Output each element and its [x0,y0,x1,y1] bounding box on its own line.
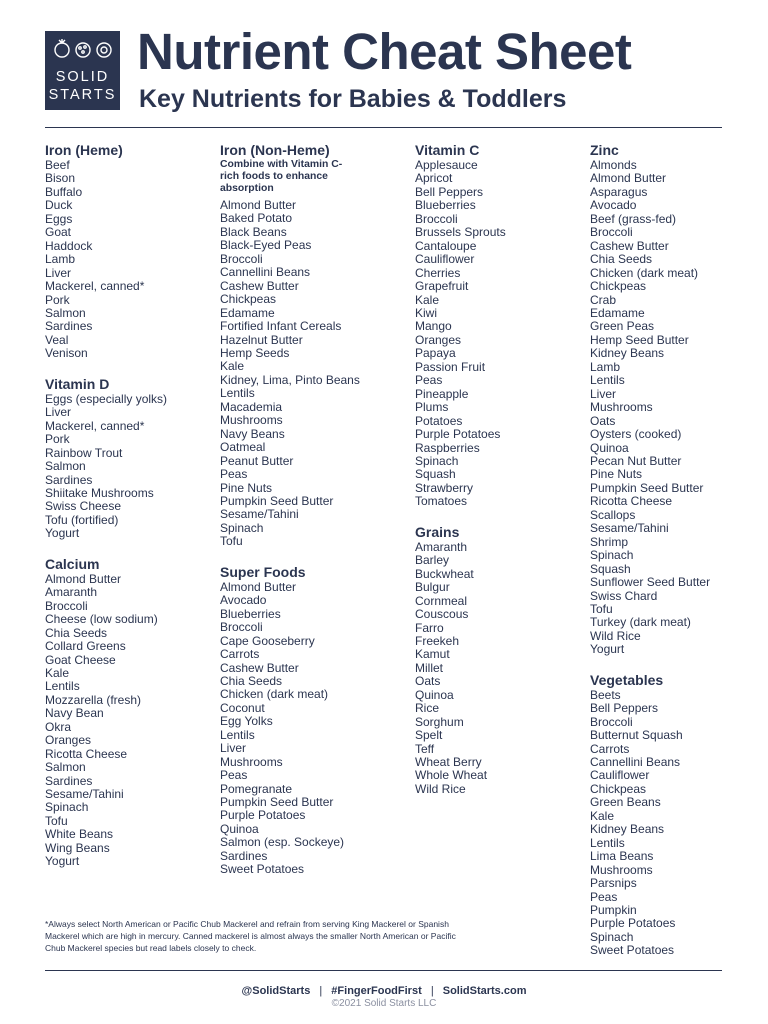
food-item: Bell Peppers [590,701,659,716]
food-item: Sesame/Tahini [590,521,669,536]
section-calcium [45,555,167,869]
food-item: Pumpkin Seed Butter [590,480,704,495]
food-item: Oats [590,413,616,428]
food-item: Tofu [45,813,68,828]
food-item: Wild Rice [415,781,466,796]
food-item: Yogurt [45,526,80,541]
food-item: Kidney Beans [590,346,665,361]
food-item: Grapefruit [415,279,469,294]
food-item: Collard Greens [45,639,126,654]
food-item: Wheat Berry [415,755,482,770]
food-item: Yogurt [590,642,625,657]
food-item: Couscous [415,607,469,622]
food-item: Kidney, Lima, Pinto Beans [220,372,360,387]
food-item: Salmon [45,459,86,474]
food-item: Passion Fruit [415,359,486,374]
food-item: Lentils [220,386,255,401]
food-item: Pumpkin Seed Butter [220,795,334,810]
food-item: Buffalo [45,184,83,199]
food-item: Haddock [45,238,93,253]
food-item: Oranges [45,733,92,748]
food-item: Liver [45,265,72,280]
food-item: Broccoli [220,251,263,266]
food-item: Mushrooms [590,400,653,415]
section-vitamin-d [45,375,167,541]
food-item: Applesauce [415,158,478,172]
footer-separator: | [430,985,434,997]
food-item: Sardines [45,319,93,334]
section-iron-non-heme [220,141,360,549]
food-item: Salmon (esp. Sockeye) [220,835,345,850]
section-grains [415,523,506,797]
food-item: Sardines [45,773,93,788]
food-item: Papaya [415,346,456,361]
food-item: Ricotta Cheese [45,746,128,761]
food-item: Cheese (low sodium) [45,612,158,627]
food-item: Cashew Butter [590,238,669,253]
food-item: Chia Seeds [220,673,283,688]
section-title: Iron (Heme) [45,142,123,158]
footer-separator: | [319,985,323,997]
section-title: Super Foods [220,563,306,580]
food-item: Cashew Butter [220,660,299,675]
food-item: Hazelnut Butter [220,332,303,347]
food-item: Avocado [220,593,267,608]
food-item: Amaranth [45,585,98,600]
food-item: Swiss Cheese [45,499,122,514]
food-item: Black-Eyed Peas [220,238,312,253]
food-item: Lentils [590,835,625,850]
food-item: Edamame [220,305,275,320]
food-item: Barley [415,553,450,568]
food-item: Purple Potatoes [415,427,501,442]
food-item: Broccoli [590,714,633,729]
food-item: Swiss Chard [590,588,658,603]
food-item: Mushrooms [220,413,283,428]
food-item: Ricotta Cheese [590,494,673,509]
food-item: Mozzarella (fresh) [45,692,142,707]
food-item: Kale [590,808,615,823]
food-item: Veal [45,332,69,347]
food-item: Beets [590,687,621,702]
food-item: Pecan Nut Butter [590,453,682,468]
food-list [415,159,506,509]
food-list [590,159,710,657]
food-item: White Beans [45,827,114,842]
food-item: Egg Yolks [220,714,273,729]
food-item: Liver [220,741,247,756]
food-icons [53,37,113,59]
food-item: Hemp Seeds [220,345,290,360]
food-item: Broccoli [220,620,263,635]
food-item: Mushrooms [590,862,653,877]
food-item: Plums [415,400,449,415]
food-item: Rice [415,701,440,716]
food-item: Wild Rice [590,628,641,643]
section-vitamin-c [415,141,506,509]
logo-text-line2: STARTS [48,87,117,103]
food-list [45,159,167,361]
food-item: Mushrooms [220,754,283,769]
food-item: Millet [415,660,444,675]
section-note: Combine with Vitamin C-rich foods to enhance absorption [220,159,343,194]
food-item: Shiitake Mushrooms [45,485,154,500]
food-item: Bell Peppers [415,184,484,199]
food-item: Oatmeal [220,440,266,455]
column-3 [415,141,506,810]
food-item: Edamame [590,305,645,320]
food-item: Oysters (cooked) [590,427,682,442]
section-title: Calcium [45,555,100,572]
food-item: Lentils [45,679,80,694]
food-item: Crab [590,292,617,307]
food-item: Apricot [415,171,453,186]
food-item: Sardines [45,472,93,487]
food-item: Okra [45,719,72,734]
food-item: Chicken (dark meat) [220,687,329,702]
food-item: Squash [415,467,456,482]
food-item: Green Peas [590,319,655,334]
food-item: Shrimp [590,534,629,549]
bottom-divider [45,970,722,971]
food-item: Pomegranate [220,781,293,796]
food-item: Kiwi [415,305,438,320]
food-item: Navy Beans [220,426,285,441]
food-item: Lentils [590,373,625,388]
section-title: Vitamin D [45,375,110,392]
food-item: Cannellini Beans [220,265,311,280]
food-item: Sesame/Tahini [220,507,299,522]
food-item: Spelt [415,728,443,743]
food-item: Peas [220,467,248,482]
food-item: Tofu [590,601,613,616]
food-item: Hemp Seed Butter [590,332,689,347]
food-item: Pork [45,292,70,307]
food-item: Chia Seeds [45,625,108,640]
food-item: Asparagus [590,184,648,199]
food-item: Wing Beans [45,840,110,855]
food-list [415,541,506,797]
food-item: Purple Potatoes [590,916,676,931]
section-iron-heme [45,141,167,361]
food-item: Almond Butter [220,198,297,212]
food-item: Lentils [220,727,255,742]
food-item: Venison [45,346,88,361]
top-divider [45,127,722,128]
food-item: Rainbow Trout [45,445,123,460]
food-list [45,573,167,869]
section-title: Vitamin C [415,142,480,158]
food-item: Spinach [590,548,634,563]
food-item: Kale [415,292,440,307]
food-item: Cornmeal [415,593,468,608]
food-item: Pine Nuts [220,480,273,495]
food-item: Goat Cheese [45,652,116,667]
food-item: Kale [45,665,70,680]
footer-link-hashtag[interactable]: #FingerFoodFirst [331,985,422,997]
food-item: Chickpeas [590,781,647,796]
food-item: Purple Potatoes [220,808,306,823]
food-item: Blueberries [415,198,476,213]
food-item: Duck [45,198,73,213]
food-item: Quinoa [590,440,629,455]
food-item: Almond Butter [590,171,667,186]
food-item: Cantaloupe [415,238,477,253]
footer-link-website[interactable]: SolidStarts.com [442,985,527,997]
section-vegetables [590,671,710,958]
food-item: Cauliflower [590,768,650,783]
food-item: Lamb [590,359,621,374]
food-item: Beef [45,158,70,172]
food-item: Goat [45,225,72,240]
food-item: Chickpeas [220,292,277,307]
food-item: Eggs (especially yolks) [45,391,168,406]
food-item: Sunflower Seed Butter [590,575,711,590]
solid-starts-logo [45,31,120,110]
food-item: Liver [590,386,617,401]
food-item: Buckwheat [415,566,474,581]
food-item: Lima Beans [590,849,654,864]
footer-link-instagram[interactable]: @SolidStarts [241,985,311,997]
food-item: Pork [45,432,70,447]
food-item: Salmon [45,760,86,775]
food-item: Freekeh [415,633,460,648]
food-item: Cherries [415,265,461,280]
food-item: Kamut [415,647,450,662]
food-item: Pineapple [415,386,469,401]
food-item: Coconut [220,700,265,715]
food-item: Broccoli [415,211,458,226]
food-item: Strawberry [415,480,474,495]
food-item: Amaranth [415,539,468,554]
food-item: Sweet Potatoes [590,943,675,958]
food-item: Chicken (dark meat) [590,265,699,280]
food-item: Tofu [220,534,243,549]
column-4 [590,141,710,972]
food-item: Sardines [220,848,268,863]
food-item: Lamb [45,252,76,267]
food-item: Mango [415,319,452,334]
food-item: Blueberries [220,606,281,621]
food-item: Navy Bean [45,706,104,721]
section-title: Zinc [590,142,619,158]
page-subtitle: Key Nutrients for Babies & Toddlers [139,85,567,113]
food-item: Baked Potato [220,211,293,226]
copyright: ©2021 Solid Starts LLC [331,998,437,1009]
food-item: Pumpkin Seed Butter [220,493,334,508]
food-item: Beef (grass-fed) [590,211,677,226]
food-item: Whole Wheat [415,768,488,783]
food-item: Quinoa [220,821,259,836]
food-item: Cashew Butter [220,278,299,293]
food-item: Chickpeas [590,279,647,294]
food-list [590,689,710,958]
food-item: Sesame/Tahini [45,787,124,802]
food-item: Tofu (fortified) [45,512,119,527]
section-super-foods [220,563,360,877]
food-item: Tomatoes [415,494,468,509]
food-item: Chia Seeds [590,252,653,267]
food-item: Squash [590,561,631,576]
food-item: Yogurt [45,854,80,869]
food-item: Peanut Butter [220,453,294,468]
food-item: Oranges [415,332,462,347]
page-title: Nutrient Cheat Sheet [137,23,632,80]
food-item: Peas [415,373,443,388]
food-item: Turkey (dark meat) [590,615,691,630]
food-item: Almond Butter [45,571,122,586]
footer-links [0,984,768,998]
food-item: Parsnips [590,876,637,891]
food-item: Fortified Infant Cereals [220,319,342,334]
food-item: Teff [415,741,435,756]
food-item: Macademia [220,399,283,414]
logo-text-line1: SOLID [55,69,110,85]
food-item: Spinach [590,929,634,944]
food-item: Almond Butter [220,579,297,594]
section-zinc [590,141,710,657]
food-item: Kale [220,359,245,374]
food-item: Sorghum [415,714,464,729]
food-item: Kidney Beans [590,822,665,837]
food-item: Carrots [220,647,260,662]
food-item: Pumpkin [590,903,637,918]
food-item: Butternut Squash [590,728,683,743]
food-item: Peas [590,889,618,904]
food-list [45,393,167,541]
column-2 [220,141,360,891]
food-list [220,199,360,549]
food-item: Peas [220,768,248,783]
food-item: Cannellini Beans [590,755,681,770]
section-title: Vegetables [590,671,664,688]
food-item: Brussels Sprouts [415,225,506,240]
food-item: Broccoli [590,225,633,240]
food-item: Farro [415,620,444,635]
section-title: Iron (Non-Heme) [220,142,330,158]
food-item: Mackerel, canned* [45,418,145,433]
food-item: Eggs [45,211,73,226]
food-item: Spinach [415,453,459,468]
food-item: Raspberries [415,440,480,455]
food-item: Bison [45,171,76,186]
food-item: Avocado [590,198,637,213]
food-item: Green Beans [590,795,661,810]
section-title: Grains [415,523,460,540]
food-item: Almonds [590,158,637,172]
column-1 [45,141,167,883]
food-item: Broccoli [45,598,88,613]
food-item: Mackerel, canned* [45,279,145,294]
food-item: Black Beans [220,224,287,239]
food-item: Quinoa [415,687,454,702]
food-item: Scallops [590,507,636,522]
food-item: Spinach [220,520,264,535]
food-item: Salmon [45,305,86,320]
food-item: Liver [45,405,72,420]
mackerel-footnote: *Always select North American or Pacific Chub Mackerel and refrain from serving King Mackerel or Spanish Mackerel which are high in mercury. Canned mackerel is almost always the smaller North American or Pacific Chub Mackerel species but read labels closely to check. [45,919,456,953]
food-item: Cape Gooseberry [220,633,315,648]
food-item: Carrots [590,741,630,756]
food-item: Bulgur [415,580,450,595]
food-item: Sweet Potatoes [220,862,305,877]
food-item: Potatoes [415,413,463,428]
food-item: Spinach [45,800,89,815]
food-list [220,581,360,877]
food-item: Pine Nuts [590,467,643,482]
food-item: Cauliflower [415,252,475,267]
food-item: Oats [415,674,441,689]
